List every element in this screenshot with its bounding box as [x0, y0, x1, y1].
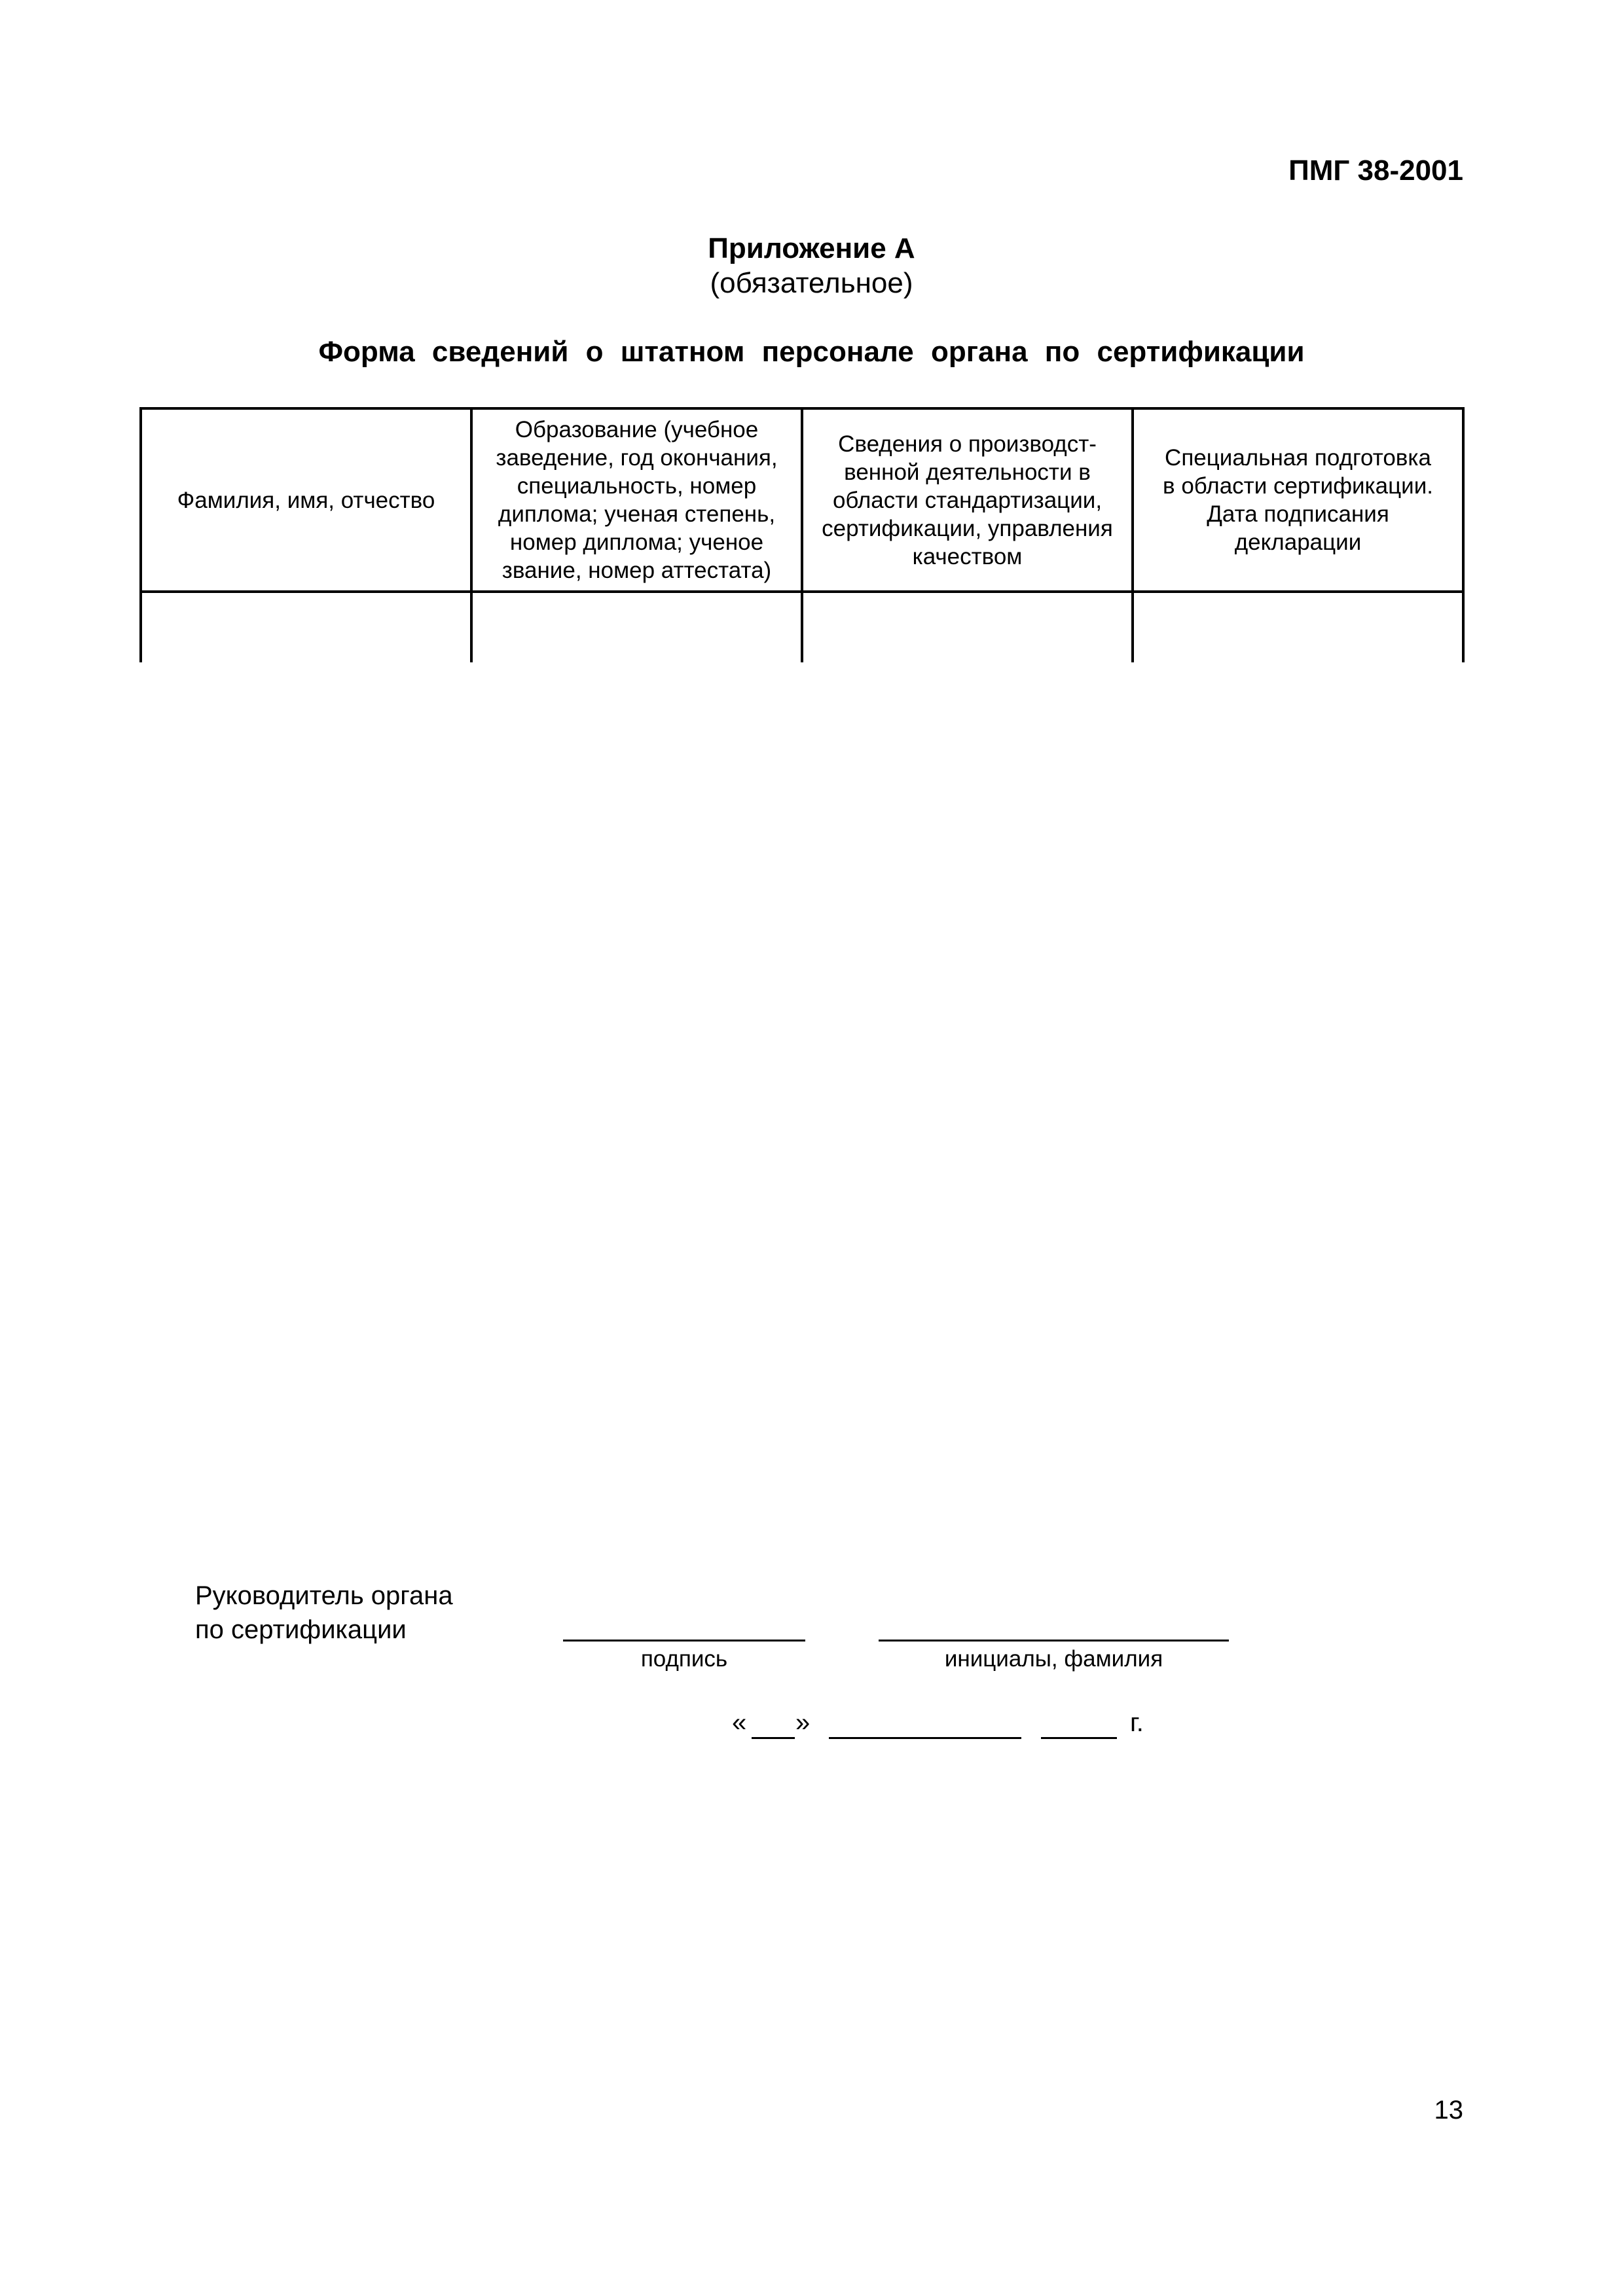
date-open-quote: « — [732, 1708, 747, 1737]
year-suffix: г. — [1130, 1708, 1144, 1737]
table-cell-special-training[interactable] — [1133, 592, 1463, 662]
signature-caption: подпись — [640, 1646, 728, 1672]
head-of-body-label: Руководитель органа по сертификации — [195, 1581, 453, 1644]
signature-line[interactable] — [563, 1640, 805, 1641]
column-header-full-name: Фамилия, имя, отчество — [141, 408, 471, 592]
name-caption: инициалы, фамилия — [944, 1646, 1163, 1672]
column-header-education: Образование (учебное заведение, год окончания, специальность, номер диплома; ученая степень, номер диплома; ученое звание, номер аттестата) — [471, 408, 802, 592]
date-close-quote: » — [795, 1708, 811, 1737]
personnel-form-table — [139, 407, 1465, 662]
column-header-special-training: Специальная подготовка в области сертификации. Дата подписания декларации — [1133, 408, 1463, 592]
table-cell-education[interactable] — [471, 592, 802, 662]
table-header-row — [141, 408, 1463, 592]
name-line[interactable] — [879, 1640, 1229, 1641]
appendix-status: (обязательное) — [710, 267, 913, 299]
date-day-line[interactable] — [752, 1737, 795, 1739]
document-code: ПМГ 38-2001 — [1288, 154, 1463, 187]
table-cell-work-experience[interactable] — [802, 592, 1133, 662]
page-number: 13 — [1434, 2096, 1463, 2125]
table-cell-full-name[interactable] — [141, 592, 471, 662]
table-row — [141, 592, 1463, 662]
date-month-line[interactable] — [829, 1737, 1021, 1739]
appendix-title: Приложение А — [708, 232, 915, 264]
column-header-work-experience: Сведения о производст- венной деятельности в области стандартизации, сертификации, управления качеством — [802, 408, 1133, 592]
form-title: Форма сведений о штатном персонале органа по сертификации — [318, 336, 1305, 368]
date-year-line[interactable] — [1041, 1737, 1117, 1739]
